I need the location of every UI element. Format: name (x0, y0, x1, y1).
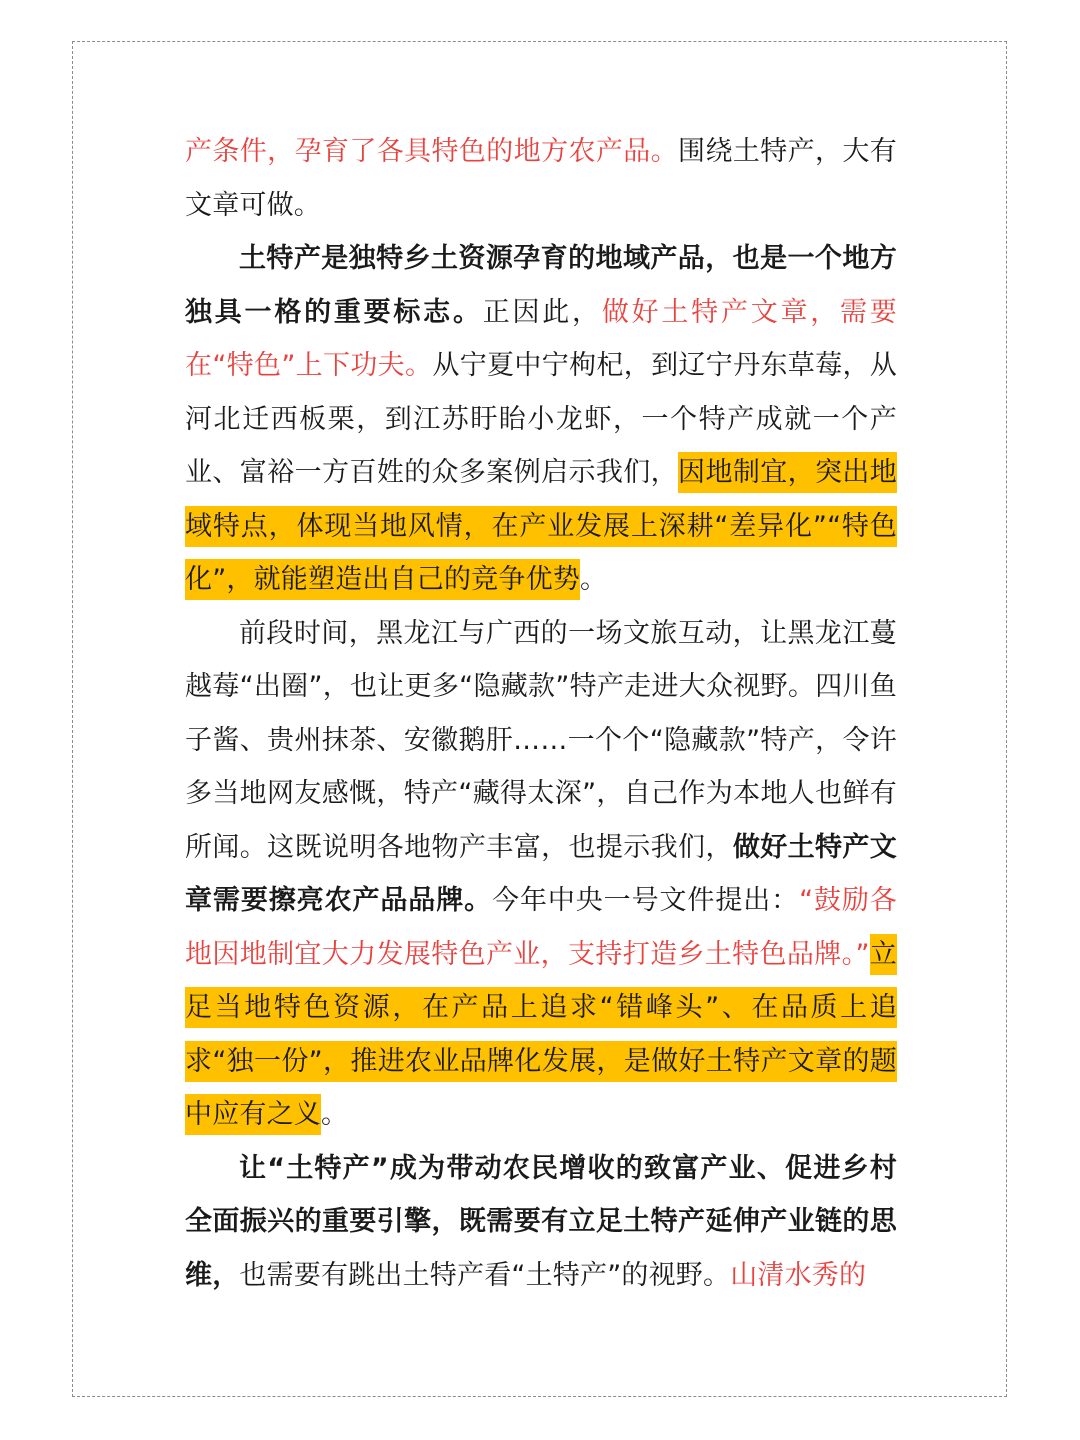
paragraph-1 (185, 125, 897, 232)
article-body (185, 125, 897, 1302)
highlighted-text: 立足当地特色资源，在产品上追求“错峰头”、在品质上追求“独一份”，推进农业品牌化发展，是做好土特产文章的题中应有之义 (185, 934, 897, 1136)
body-text: 围绕土特产，大有文章可做。 (185, 136, 897, 221)
bold-thesis: 土特产是独特乡土资源孕育的地域产品，也是一个地方独具一格的重要标志。 (185, 243, 897, 328)
bold-thesis: 让“土特产”成为带动农民增收的致富产业、促进乡村全面振兴的重要引擎，既需要有立足土特产延伸产业链的思维， (185, 1152, 897, 1291)
body-text: 也需要有跳出土特产看“土特产”的视野。 (239, 1259, 731, 1291)
red-emphasis: 做好土特产文章，需要在“特色”上下功夫。 (185, 296, 897, 381)
red-quote: “鼓励各地因地制宜大力发展特色产业，支持打造乡土特色品牌。” (185, 885, 897, 970)
bold-thesis: 做好土特产文章需要擦亮农产品品牌。 (185, 831, 898, 916)
body-text: 正因此， (482, 296, 602, 328)
paragraph-3 (185, 607, 897, 1142)
body-text: 。 (580, 564, 608, 595)
highlighted-text: 因地制宜，突出地域特点，体现当地风情，在产业发展上深耕“差异化”“特色化”，就能塑造出自己的竞争优势 (185, 452, 897, 600)
body-text: 今年中央一号文件提出： (492, 885, 800, 916)
body-text: 前段时间，黑龙江与广西的一场文旅互动，让黑龙江蔓越莓“出圈”，也让更多“隐藏款”特产走进大众视野。四川鱼子酱、贵州抹茶、安徽鹅肝……一个个“隐藏款”特产，令许多当地网友感慨，特产“藏得太深”，自己作为本地人也鲜有所闻。这既说明各地物产丰富，也提示我们， (185, 617, 897, 863)
red-emphasis: 产条件，孕育了各具特色的地方农产品。 (185, 136, 679, 167)
body-text: 。 (321, 1099, 349, 1130)
paragraph-2 (185, 232, 897, 607)
body-text: 从宁夏中宁枸杞，到辽宁丹东草莓，从河北迁西板栗，到江苏盱眙小龙虾，一个特产成就一个产业、富裕一方百姓的众多案例启示我们， (185, 350, 897, 488)
paragraph-4 (185, 1142, 897, 1303)
red-emphasis: 山清水秀的 (730, 1259, 867, 1291)
